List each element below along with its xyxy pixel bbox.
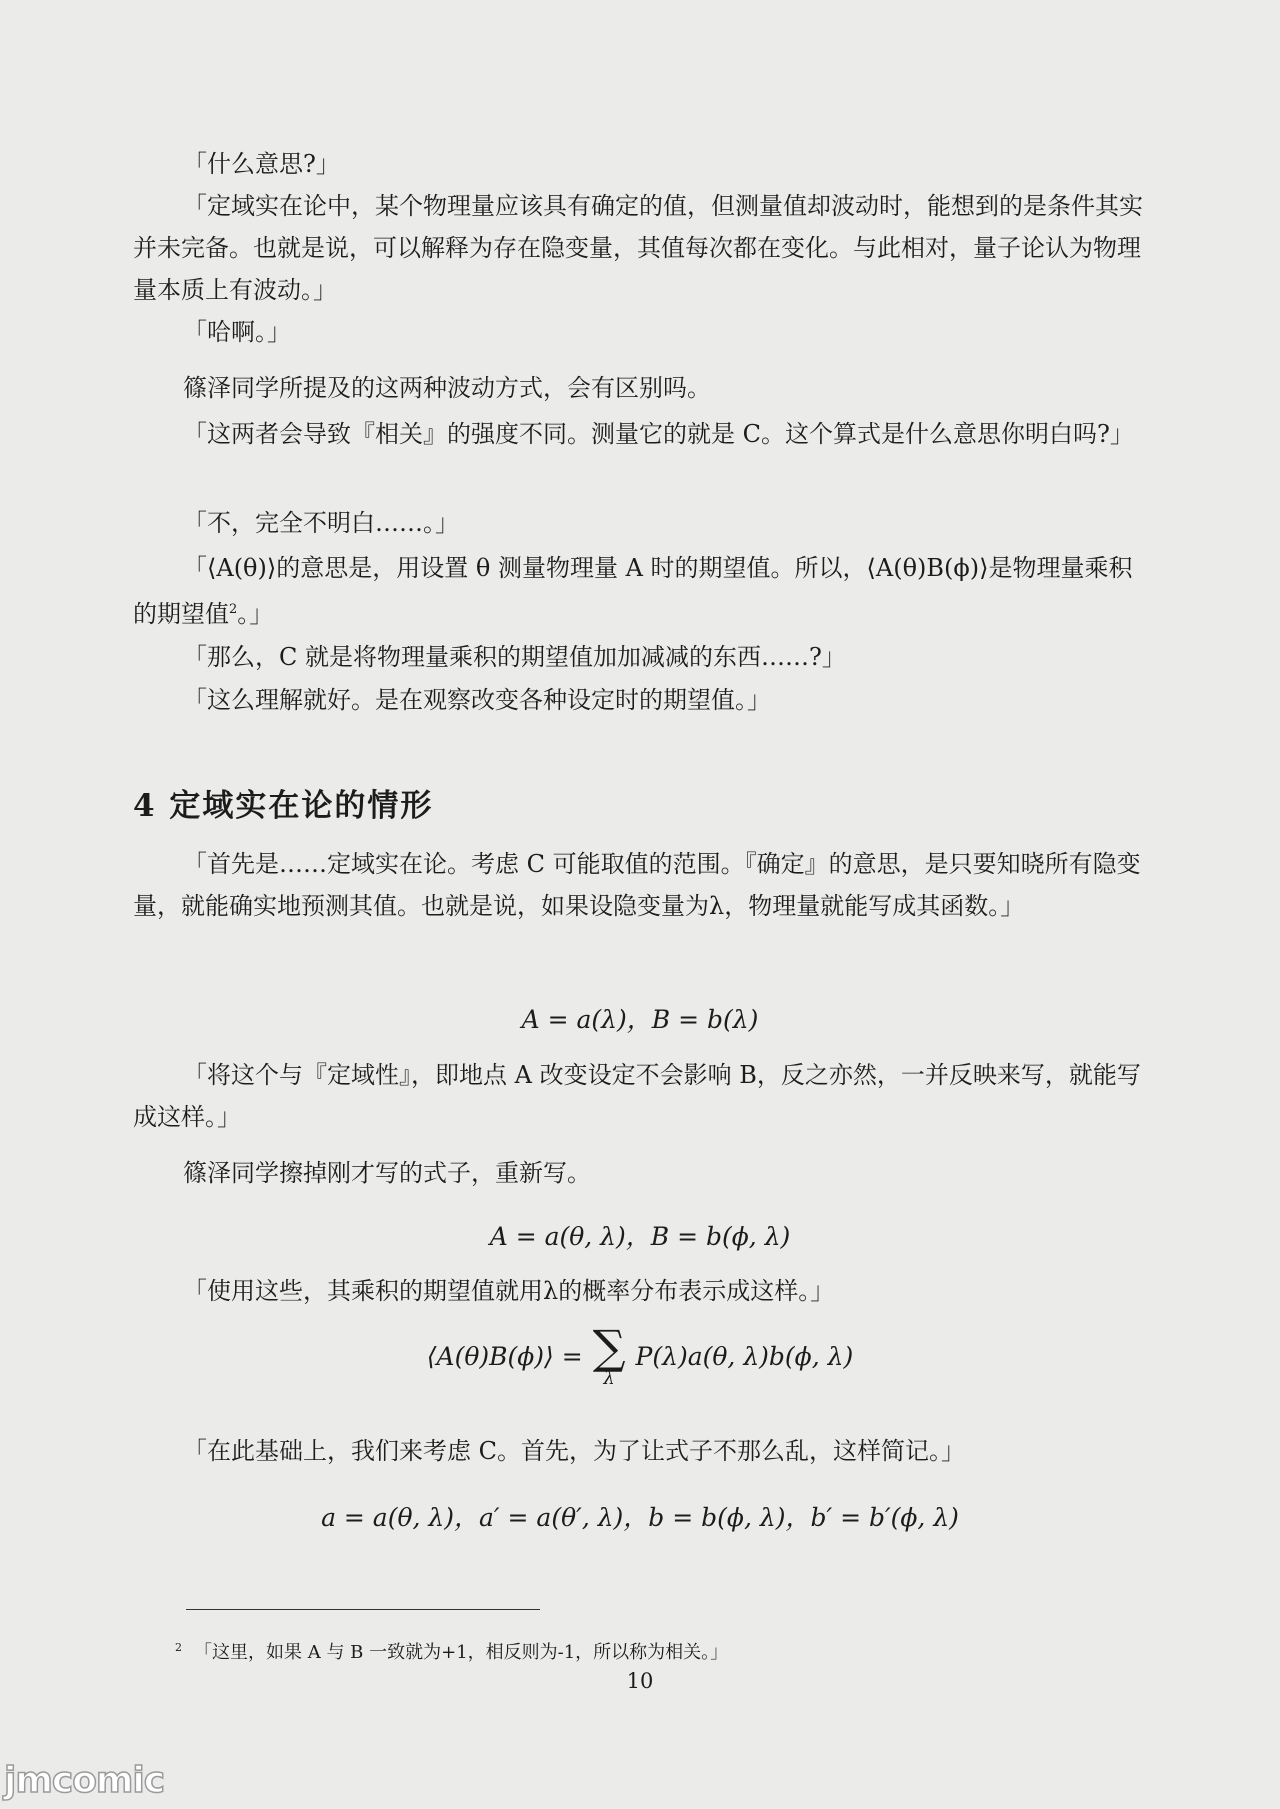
page-number: 10 [626,1669,654,1693]
summation [592,1320,626,1389]
paragraph: 「在此基础上，我们来考虑 C。首先，为了让式子不那么乱，这样简记。」 [183,1437,965,1465]
paragraph: 「首先是……定域实在论。考虑 C 可能取值的范围。『确定』的意思，是只要知晓所有隐变量，就能确实地预测其值。也就是说，如果设隐变量为λ，物理量就能写成其函数。」 [133,850,1141,920]
paragraph: 「什么意思?」 [183,150,340,178]
paragraph: 「将这个与『定域性』，即地点 A 改变设定不会影响 B，反之亦然，一并反映来写，就能写成这样。」 [133,1061,1141,1131]
sigma-symbol: ∑ [592,1320,626,1374]
paragraph-text: 「⟨A(θ)⟩的意思是，用设置 θ 测量物理量 A 时的期望值。所以，⟨A(θ)B(ϕ)⟩是物理量乘积的期望值 [133,554,1133,628]
paragraph-text: 。」 [237,600,274,628]
paragraph [133,547,1148,635]
paragraph: 「哈啊。」 [183,318,291,346]
summation-equation [0,1318,1280,1394]
equation: a = a(θ, λ)，a′ = a(θ′, λ)，b = b(ϕ, λ)，b′ = b′(ϕ, λ) [321,1503,959,1532]
paragraph: 「定域实在论中，某个物理量应该具有确定的值，但测量值却波动时，能想到的是条件其实并未完备。也就是说，可以解释为存在隐变量，其值每次都在变化。与此相对，量子论认为物理量本质上有波动。」 [133,192,1143,304]
paragraph: 「这两者会导致『相关』的强度不同。测量它的就是 C。这个算式是什么意思你明白吗?」 [183,420,1134,448]
equation-left: ⟨A(θ)B(ϕ)⟩ = [426,1341,583,1371]
paragraph: 「这么理解就好。是在观察改变各种设定时的期望值。」 [183,686,771,714]
footnote-divider [186,1609,540,1610]
paragraph: 「使用这些，其乘积的期望值就用λ的概率分布表示成这样。」 [183,1277,835,1305]
paragraph: 篠泽同学所提及的这两种波动方式，会有区别吗。 [183,374,711,402]
section-heading: 4 定域实在论的情形 [133,788,434,824]
sigma-subscript: λ [603,1368,615,1389]
equation: A = a(λ)，B = b(λ) [521,1005,759,1034]
watermark-logo: jmcomic [4,1760,165,1801]
footnote-text: 「这里，如果 A 与 B 一致就为+1，相反则为-1，所以称为相关。」 [194,1642,729,1663]
paragraph: 「那么，C 就是将物理量乘积的期望值加加减减的东西……?」 [183,643,846,671]
paragraph: 「不，完全不明白……。」 [183,509,459,537]
paragraph: 篠泽同学擦掉刚才写的式子，重新写。 [183,1159,591,1187]
equation: A = a(θ, λ)，B = b(ϕ, λ) [489,1222,791,1251]
equation-right: P(λ)a(θ, λ)b(ϕ, λ) [635,1341,854,1371]
footnote-mark: 2 [175,1641,182,1654]
footnote [175,1636,728,1665]
footnote-ref: 2 [229,602,238,617]
